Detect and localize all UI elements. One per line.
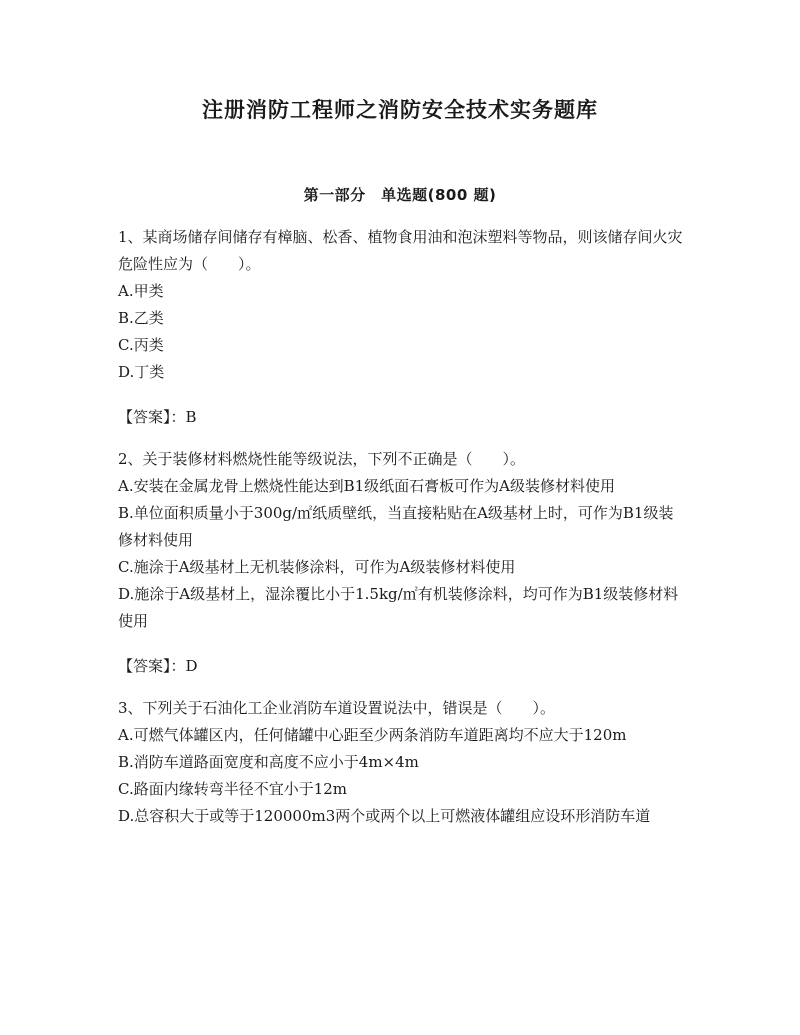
option-a: A.甲类 (118, 282, 164, 300)
section-heading: 第一部分 单选题(800 题) (303, 186, 497, 204)
answer-label: 【答案】： (118, 408, 186, 426)
answer-value: D (185, 657, 198, 675)
option-d: D.总容积大于或等于120000m3两个或两个以上可燃液体罐组应设环形消防车道 (118, 807, 651, 825)
question-2 (118, 446, 683, 680)
question-list (118, 224, 683, 830)
option-c: C.路面内缘转弯半径不宜小于12m (118, 780, 348, 798)
answer-label: 【答案】： (118, 657, 186, 675)
answer-value: B (185, 408, 197, 426)
question-1 (118, 224, 683, 431)
option-d: D.丁类 (118, 363, 165, 381)
option-a: A.安装在金属龙骨上燃烧性能达到B1级纸面石膏板可作为A级装修材料使用 (118, 477, 616, 495)
option-c: C.丙类 (118, 336, 164, 354)
option-b: B.单位面积质量小于300g/㎡纸质壁纸，当直接粘贴在A级基材上时，可作为B1级装修材料使用 (118, 504, 674, 549)
question-stem: 3、下列关于石油化工企业消防车道设置说法中，错误是（ ）。 (118, 699, 556, 717)
question-stem: 1、某商场储存间储存有樟脑、松香、植物食用油和泡沫塑料等物品，则该储存间火灾危险性应为（ ）。 (118, 228, 683, 273)
option-c: C.施涂于A级基材上无机装修涂料，可作为A级装修材料使用 (118, 558, 516, 576)
question-stem: 2、关于装修材料燃烧性能等级说法，下列不正确是（ ）。 (118, 450, 526, 468)
option-d: D.施涂于A级基材上，湿涂覆比小于1.5kg/㎡有机装修涂料，均可作为B1级装修材料使用 (118, 585, 679, 630)
answer-line (118, 653, 683, 680)
answer-line (118, 404, 683, 431)
option-b: B.乙类 (118, 309, 164, 327)
option-a: A.可燃气体罐区内，任何储罐中心距至少两条消防车道距离均不应大于120m (118, 726, 627, 744)
document-title: 注册消防工程师之消防安全技术实务题库 (202, 98, 598, 122)
question-3 (118, 695, 683, 830)
option-b: B.消防车道路面宽度和高度不应小于4m×4m (118, 753, 419, 771)
